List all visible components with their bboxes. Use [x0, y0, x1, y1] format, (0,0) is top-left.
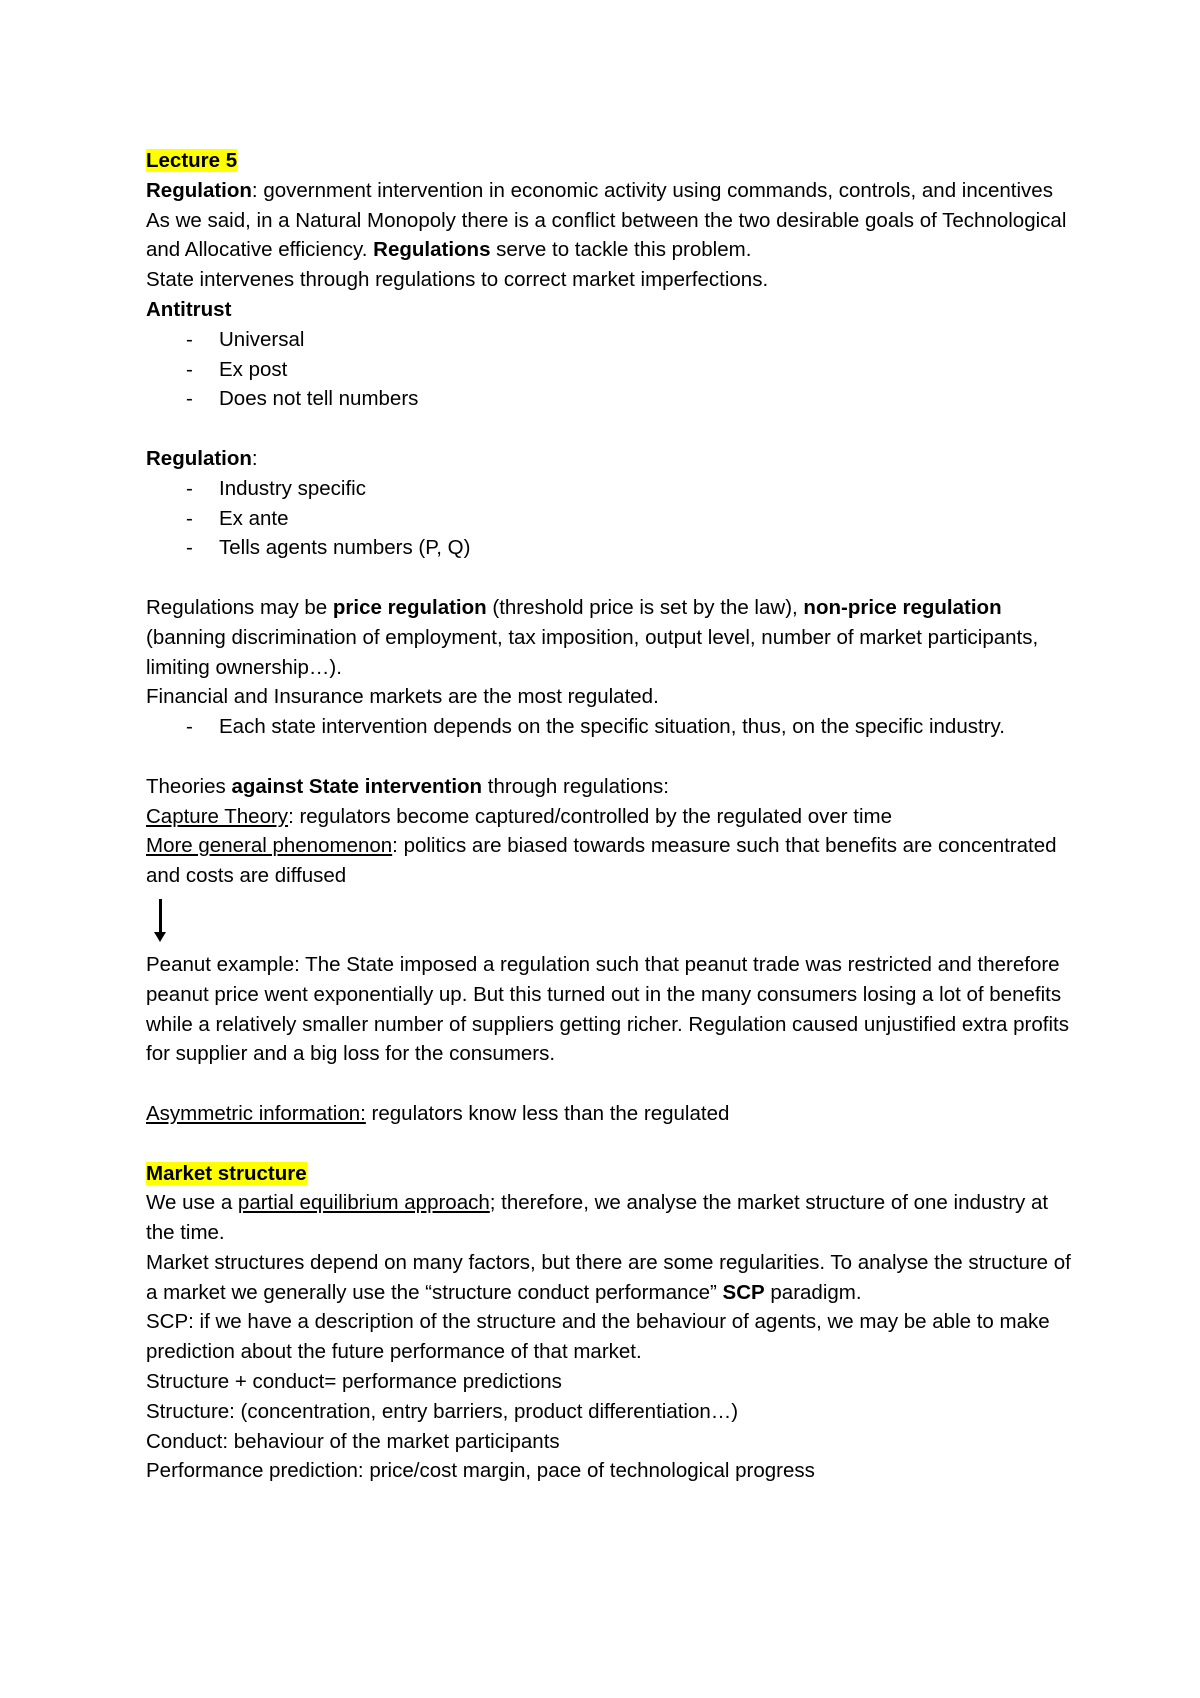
- list-item: - Each state intervention depends on the specific situation, thus, on the specific industry.: [146, 712, 1076, 742]
- regulation-definition-text: : government intervention in economic activity using commands, controls, and incentives: [251, 178, 1053, 202]
- theories-line: [146, 772, 1076, 802]
- formula-line: Structure + conduct= performance predictions: [146, 1370, 562, 1394]
- down-arrow-icon: [146, 891, 1076, 950]
- state-intervenes-line: State intervenes through regulations to correct market imperfections.: [146, 268, 769, 292]
- partial-text-end: ; therefore, we analyse the market structure of one industry at the time.: [146, 1191, 1049, 1245]
- scp-intro-text-end: paradigm.: [764, 1280, 862, 1304]
- spacer: [146, 742, 1076, 772]
- asymmetric-information-line: [146, 1099, 1076, 1129]
- antitrust-list: [146, 325, 1076, 414]
- list-item: - Universal: [146, 325, 1076, 355]
- financial-list: [146, 712, 1076, 742]
- natural-monopoly-text: As we said, in a Natural Monopoly there is a conflict between the two desirable goals of Technological and Allocative efficiency.: [146, 208, 1067, 262]
- list-item: - Ex post: [146, 355, 1076, 385]
- list-item: - Does not tell numbers: [146, 384, 1076, 414]
- price-regulation-term: price regulation: [332, 595, 487, 619]
- asymmetric-information-term: Asymmetric information:: [146, 1101, 366, 1125]
- spacer: [146, 563, 1076, 593]
- general-phenomenon-text: : politics are biased towards measure such that benefits are concentrated and costs are diffused: [146, 834, 1057, 888]
- general-phenomenon-line: [146, 831, 1076, 891]
- non-price-regulation-term: non-price regulation: [803, 595, 1002, 619]
- document-body: [146, 146, 1076, 1486]
- capture-theory-line: [146, 802, 1076, 832]
- regulation-heading: [146, 444, 1076, 474]
- regulations-term: Regulations: [373, 238, 491, 262]
- theories-text-end: through regulations:: [482, 774, 669, 798]
- arrow-head: [154, 932, 166, 942]
- spacer: [146, 1069, 1076, 1099]
- list-item: - Industry specific: [146, 474, 1076, 504]
- scp-definition-paragraph: SCP: if we have a description of the structure and the behaviour of agents, we may be able to make prediction about the future performance of that market.: [146, 1310, 1050, 1364]
- lecture-title: Lecture 5: [146, 149, 238, 172]
- regulation-heading-colon: :: [251, 446, 258, 470]
- types-text: (threshold price is set by the law),: [486, 595, 804, 619]
- partial-equilibrium-term: partial equilibrium approach: [237, 1191, 490, 1215]
- partial-equilibrium-paragraph: [146, 1188, 1076, 1248]
- antitrust-heading: [146, 295, 1076, 325]
- natural-monopoly-text-end: serve to tackle this problem.: [490, 238, 752, 262]
- regulation-heading-text: Regulation: [146, 446, 252, 470]
- antitrust-heading-text: Antitrust: [146, 297, 232, 321]
- scp-term: SCP: [722, 1280, 765, 1304]
- peanut-example-paragraph: Peanut example: The State imposed a regulation such that peanut trade was restricted and therefore peanut price went exponentially up. But this turned out in the many consumers losing a lot of benefits while a relatively smaller number of suppliers getting richer. Regulation caused unjustified extra profits for supplier and a big loss for the consumers.: [146, 952, 1069, 1066]
- regulation-list: [146, 474, 1076, 563]
- structure-line: Structure: (concentration, entry barriers, product differentiation…): [146, 1399, 739, 1423]
- financial-markets-line: Financial and Insurance markets are the most regulated.: [146, 685, 659, 709]
- market-structure-heading: [146, 1159, 1076, 1189]
- arrow-shaft: [159, 899, 162, 935]
- scp-intro-paragraph: [146, 1248, 1076, 1308]
- list-item: - Ex ante: [146, 504, 1076, 534]
- performance-line: Performance prediction: price/cost margin, pace of technological progress: [146, 1459, 815, 1483]
- regulation-types-paragraph: [146, 593, 1076, 682]
- theories-text: Theories: [146, 774, 232, 798]
- regulation-definition: [146, 176, 1076, 206]
- conduct-line: Conduct: behaviour of the market participants: [146, 1429, 560, 1453]
- types-text: Regulations may be: [146, 595, 333, 619]
- list-item: - Tells agents numbers (P, Q): [146, 533, 1076, 563]
- against-state-term: against State intervention: [231, 774, 483, 798]
- market-structure-title: Market structure: [146, 1161, 307, 1185]
- asymmetric-information-text: regulators know less than the regulated: [365, 1101, 730, 1125]
- regulation-term: Regulation: [146, 178, 252, 202]
- scp-intro-text: Market structures depend on many factors, but there are some regularities. To analyse the structure of a market we generally use the “structure conduct performance”: [146, 1250, 1071, 1304]
- capture-theory-text: : regulators become captured/controlled by the regulated over time: [288, 804, 893, 828]
- spacer: [146, 1129, 1076, 1159]
- partial-text: We use a: [146, 1191, 238, 1215]
- lecture-title-line: [146, 146, 1076, 176]
- spacer: [146, 414, 1076, 444]
- natural-monopoly-paragraph: [146, 206, 1076, 266]
- general-phenomenon-term: More general phenomenon: [146, 834, 393, 858]
- capture-theory-term: Capture Theory: [146, 804, 289, 828]
- types-text: (banning discrimination of employment, tax imposition, output level, number of market participants, limiting ownership…).: [146, 625, 1039, 679]
